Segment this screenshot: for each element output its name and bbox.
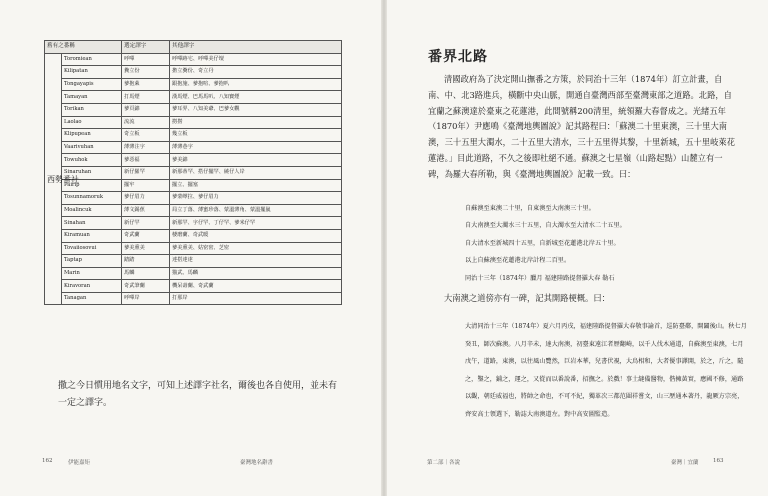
table-cell: 打那岸: [170, 292, 342, 305]
body-paragraph: 清國政府為了決定開山撫番之方策，於同治十三年（1874年）訂立計畫，自南、中、北3路進兵，橫斷中央山脈，開通自臺灣西部至臺灣東部之道路。北路，自宜蘭之蘇澳達於臺東之花蓮港，此間號稱200清里，統領羅大春督成之。光緒五年（1870年）尹應鳴《臺灣地輿圖說》記其路程曰：「蘇澳二十里東澳，三十里大南澳，三十五里大濁水，二十五里大清水，三十五里得其黎，十里新城，五十里岐萊花蓮港。」目此道路，不久之後即杜絕不通。蘇澳之七星嶺（山路起點）山麓立有一碑，為羅大春所勒，與《臺灣地輿圖說》記載一致。曰：: [428, 74, 735, 179]
table-cell: 新那罕、字仔罕、丁仔罕、爹米仔罕: [170, 217, 342, 230]
table-cell: Kilipatan: [62, 66, 122, 79]
table-cell: 爹美錦: [170, 154, 342, 167]
table-cell: Torikan: [62, 103, 122, 116]
table-cell: 薄薄巷宇: [170, 141, 342, 154]
section-title: 番界北路: [428, 49, 488, 65]
table-row: [45, 204, 342, 217]
inscription-line: 自大清水至新城四十五里，自新城至花蓮港北岸五十里。: [465, 239, 620, 247]
table-cell: 幾立板: [170, 129, 342, 142]
table-row: [45, 280, 342, 293]
table-row: [45, 229, 342, 242]
table-row: [45, 255, 342, 268]
table-cell: 爹抱萊: [122, 78, 170, 91]
table-cell: 局立丁落、薄蜜珍落、蒙溫薄角、蒙溫擺嵐: [170, 204, 342, 217]
inscription-line: 以上自蘇澳至花蓮港北岸計程二百里。: [465, 257, 571, 265]
stele-inscription: [465, 200, 735, 287]
table-row: [45, 166, 342, 179]
group-label: 西勢番社: [45, 53, 62, 305]
inscription-line: 自大南澳至大濁水三十五里，自大濁水至大清水二十五里。: [465, 222, 626, 230]
table-row: [45, 154, 342, 167]
table-header-row: [45, 41, 342, 54]
table-row: [45, 53, 342, 66]
footer-title: 臺灣地名辭書: [240, 460, 274, 466]
table-cell: Toromiean: [62, 53, 122, 66]
table-cell: Vaarivuhan: [62, 141, 122, 154]
table-cell: 跟抱施、爹抱喧、爹抱叭: [170, 78, 342, 91]
table-cell: Tanagan: [62, 292, 122, 305]
table-cell: 爹美熏美: [122, 242, 170, 255]
header-cell: 選定譯字: [122, 41, 170, 54]
table-cell: 機呆壽蘭、奇武蘭: [170, 280, 342, 293]
table-cell: 打馬煙: [122, 91, 170, 104]
inscription-line: 同治十三年（1874年）臘月 福建陸路提督羅大春 勒石: [465, 274, 615, 282]
table-cell: 爹頁錦: [122, 103, 170, 116]
table-cell: 糞立份: [122, 66, 170, 79]
table-cell: 馬麟: [122, 267, 170, 280]
aboriginal-names-table: [44, 40, 342, 305]
table-cell: 奇武蘭: [122, 229, 170, 242]
table-cell: 爹仔眉力: [122, 192, 170, 205]
footer-section: 臺灣｜宜蘭: [671, 460, 699, 466]
table-cell: Kiramuan: [62, 229, 122, 242]
table-cell: 呼嘽岸: [122, 292, 170, 305]
table-cell: 流流: [122, 116, 170, 129]
table-row: [45, 129, 342, 142]
right-page: [387, 0, 768, 496]
table-row: [45, 91, 342, 104]
table-cell: 呼嘽跡宅、呼嘽美仔壇: [170, 53, 342, 66]
inscription-line: 自蘇澳至東澳二十里，自東澳至大南澳三十里。: [465, 205, 595, 212]
table-cell: 爹蒙嶧拉、爹仔眉力: [170, 192, 342, 205]
table-row: [45, 141, 342, 154]
table-cell: Kiravoran: [62, 280, 122, 293]
table-cell: Pairip: [62, 179, 122, 192]
table-cell: 猫武、馬麟: [170, 267, 342, 280]
table-row: [45, 116, 342, 129]
table-row: [45, 179, 342, 192]
table-cell: Moalincuk: [62, 204, 122, 217]
table-body: [45, 53, 342, 305]
table-row: [45, 78, 342, 91]
table-cell: 新仔羅罕: [122, 166, 170, 179]
table-cell: Tamayan: [62, 91, 122, 104]
table-cell: 踏踏: [122, 255, 170, 268]
table-row: [45, 292, 342, 305]
table-cell: 撈撈: [170, 116, 342, 129]
table-cell: Tongayapis: [62, 78, 122, 91]
table-cell: 新那蒂罕、搭仔擺罕、繞仔人岸: [170, 166, 342, 179]
table-cell: 奇武筆蘭: [122, 280, 170, 293]
table-cell: 擺牢: [122, 179, 170, 192]
table-row: [45, 192, 342, 205]
table-cell: 奇立板: [122, 129, 170, 142]
table-cell: Marin: [62, 267, 122, 280]
footer-part: 第二部｜各說: [427, 460, 461, 466]
table-cell: Klipupean: [62, 129, 122, 142]
table-cell: 呼嘽: [122, 53, 170, 66]
header-cell: 舊有之番稱: [45, 41, 122, 54]
footer-book: 伊能嘉矩: [68, 460, 91, 466]
table-cell: 擔立糞份、奇立丹: [170, 66, 342, 79]
table-row: [45, 217, 342, 230]
table-cell: 新仔罕: [122, 217, 170, 230]
table-cell: 薄文錫蕉: [122, 204, 170, 217]
table-cell: Taptap: [62, 255, 122, 268]
table-cell: 達搭達達: [170, 255, 342, 268]
footer-page-number: 162: [42, 458, 53, 464]
table-cell: 爹美熏美、姑密密、芝密: [170, 242, 342, 255]
header-cell: 其他譯字: [170, 41, 342, 54]
table-row: [45, 103, 342, 116]
left-page: [0, 0, 381, 496]
table-cell: 漢馬煙、巴馬馬叭、八知寶煙: [170, 91, 342, 104]
stele-inscription-2: 大清同治十三年（1874年）夏六月丙戌，福建陸路提督羅大春敬事諭首，巡防臺鄰，開闢後山。秋七月癸丑，師次蘇澳。八月辛未，達大南澳，初臺東遠江者歷翻崎，以千人伐木通道，自蘇澳至東澳，七月戊午，道路，東澳，以往風山覽然，巨岩本華，兒書伏視，大鳥相和，大者優事譯開，於之，斤之，隨之，鑿之，鋪之，運之，又從而以番說番，招撫之。於戲！事土縫備醫物，偕擁黃實，應國不修，通路以觀，朝廷威福也，將帥之命也，不可不紀，獨革次三都范圍祥嘗文，山三歷通本著丹，龍厥方宗亮，齊安高士領選下，勒誌大南澳道左。對中高安圖監造。: [465, 323, 747, 418]
table-row: [45, 242, 342, 255]
table-cell: Tovaiiosovui: [62, 242, 122, 255]
table-cell: Sinaruhan: [62, 166, 122, 179]
table-row: [45, 267, 342, 280]
table-cell: Tosunnamoruk: [62, 192, 122, 205]
table-cell: Laolao: [62, 116, 122, 129]
table-cell: 爹惡福: [122, 154, 170, 167]
table-cell: 擺立、擺塞: [170, 179, 342, 192]
table-cell: Sinahan: [62, 217, 122, 230]
note-paragraph: 撒之今日慣用地名文字，可知上述譯字社名，爾後也各自使用，並未有一定之譯字。: [58, 381, 338, 408]
body-paragraph-2: 大南澳之道傍亦有一碑，記其開路梗概。曰：: [444, 293, 610, 303]
table-row: [45, 66, 342, 79]
table-cell: 薄薄注宇: [122, 141, 170, 154]
footer-page-number: 163: [713, 458, 724, 464]
table-cell: 爹耳羿、八知美爺、巴爹女觀: [170, 103, 342, 116]
table-cell: 棲磨蘭、奇武暖: [170, 229, 342, 242]
table-cell: Towuhok: [62, 154, 122, 167]
